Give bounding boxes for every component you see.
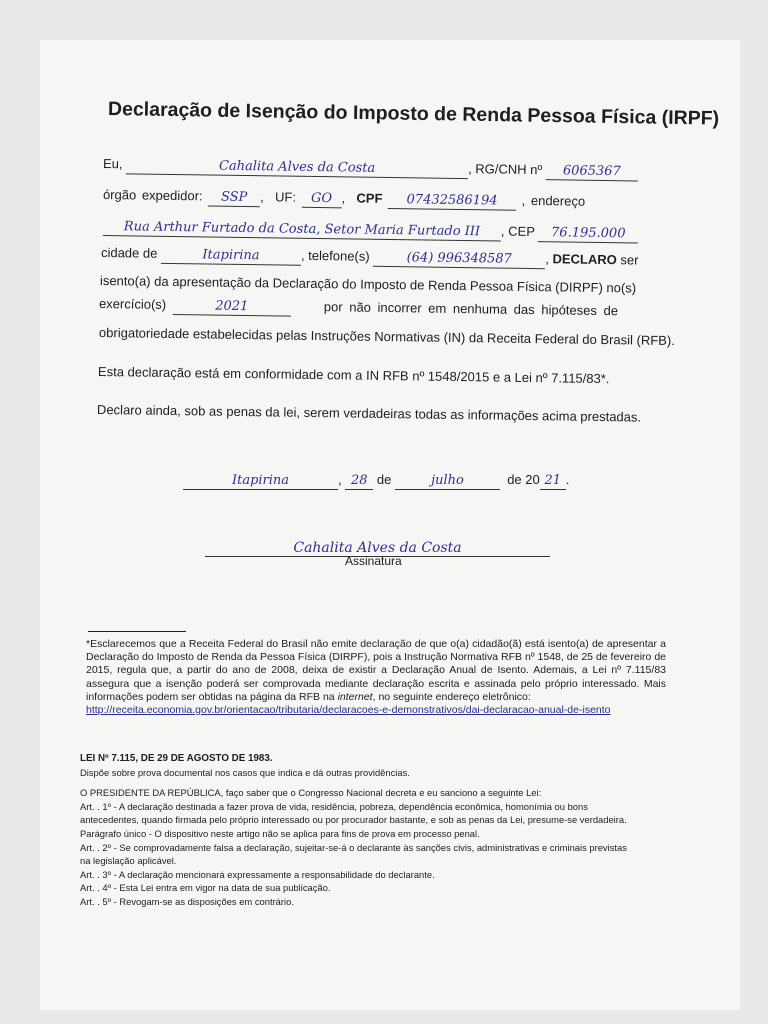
law-heading: LEI Nº 7.115, DE 29 DE AGOSTO DE 1983. bbox=[80, 753, 273, 764]
date-line: Itapirina , 28 de julho de 20 21 . bbox=[183, 472, 569, 490]
law-text bbox=[80, 752, 670, 909]
rg-field: 6065367 bbox=[546, 163, 638, 181]
law-line: Art. . 4º - Esta Lei entra em vigor na data de sua publicação. bbox=[80, 882, 331, 894]
date-month-field: julho bbox=[395, 473, 500, 490]
cep-field: 76.195.000 bbox=[538, 225, 638, 243]
endereco-label: , endereço bbox=[521, 192, 586, 209]
footnote-divider bbox=[88, 631, 186, 632]
isento-line: isento(a) da apresentação da Declaração do Imposto de Renda Pessoa Física (DIRPF) no(s) bbox=[99, 273, 637, 296]
footnote-text-1: *Esclarecemos que a Receita Federal do Brasil não emite declaração de que o(a) cidadão(ã) está isento(a) de apresentar a Declaração do Imposto de Renda da Pessoa Física (DIRPF), pois a Instrução Normativa RFB nº 1548, de 25 de fevereiro de 2015, regula que, a partir do ano de 2008, deixa de existir a Declaração Anual de Isento. Ademais, a Lei nº 7.115/83 assegura que a isenção poderá ser comprovada mediante declaração escrita e assinada pelo próprio interessado. Mais informações podem ser obtidas na página da RFB na bbox=[86, 638, 666, 703]
date-day-field: 28 bbox=[345, 473, 373, 490]
declaro-ainda-line: Declaro ainda, sob as penas da lei, serem verdadeiras todas as informações acima prestadas. bbox=[96, 402, 642, 425]
telefone-field: (64) 996348587 bbox=[373, 250, 545, 269]
cep-label: , CEP bbox=[500, 223, 535, 240]
date-end: . bbox=[565, 472, 570, 487]
cpf-field: 07432586194 bbox=[388, 192, 516, 211]
law-line: antecedentes, quando firmada pelo próprio interessado ou por procurador bastante, e sob as penas da Lei, presume-se verdadeira. bbox=[80, 814, 627, 826]
document-title: Declaração de Isenção do Imposto de Renda Pessoa Física (IRPF) bbox=[107, 98, 720, 130]
signature-label: Assinatura bbox=[345, 554, 402, 568]
obrigatoriedade-line: obrigatoriedade estabelecidas pelas Instruções Normativas (IN) da Receita Federal do Brasil (RFB). bbox=[98, 325, 675, 349]
declaro-label: DECLARO bbox=[552, 251, 617, 268]
date-year-field: 21 bbox=[540, 473, 566, 490]
exercicio-label: exercício(s) bbox=[98, 296, 167, 312]
law-line: Art. . 3º - A declaração mencionará expressamente a responsabilidade do declarante. bbox=[80, 868, 435, 880]
law-line: na legislação aplicável. bbox=[80, 855, 177, 867]
conformidade-line: Esta declaração está em conformidade com a IN RFB nº 1548/2015 e a Lei nº 7.115/83*. bbox=[97, 364, 610, 387]
exercicio-field: 2021 bbox=[173, 298, 291, 317]
law-line: Parágrafo único - O dispositivo neste artigo não se aplica para fins de prova em processo penal. bbox=[80, 827, 480, 839]
uf-field: GO bbox=[301, 191, 341, 209]
law-line: Art. . 2º - Se comprovadamente falsa a declaração, sujeitar-se-á o declarante às sanções civis, administrativas e criminais previstas bbox=[80, 841, 627, 853]
signature-field: Cahalita Alves da Costa bbox=[205, 540, 550, 557]
por-nao-text: por não incorrer em nenhuma das hipóteses de bbox=[323, 299, 619, 319]
date-year-prefix: de 20 bbox=[507, 472, 540, 487]
footnote bbox=[86, 638, 666, 717]
orgao-field: SSP bbox=[208, 189, 260, 207]
eu-label: Eu, bbox=[102, 156, 123, 172]
cpf-label: CPF bbox=[356, 190, 383, 206]
footnote-link[interactable]: http://receita.economia.gov.br/orientacao/tributaria/declaracoes-e-demonstrativos/dai-declaracao-anual-de-isento bbox=[86, 704, 611, 717]
uf-label: UF: bbox=[274, 189, 297, 205]
law-summary: Dispõe sobre prova documental nos casos que indica e dá outras providências. bbox=[80, 766, 410, 778]
cidade-label: cidade de bbox=[100, 245, 158, 261]
form-line-4: cidade de Itapirina , telefone(s) (64) 996348587 , DECLARO ser bbox=[100, 245, 639, 268]
footnote-internet: internet bbox=[337, 690, 373, 703]
endereco-field: Rua Arthur Furtado da Costa, Setor Maria Furtado III bbox=[103, 219, 501, 242]
telefone-label: , telefone(s) bbox=[300, 247, 370, 264]
law-line: O PRESIDENTE DA REPÚBLICA, faço saber que o Congresso Nacional decreta e eu sanciono a seguinte Lei: bbox=[80, 787, 542, 799]
name-field: Cahalita Alves da Costa bbox=[126, 157, 468, 179]
law-line: Art. . 1º - A declaração destinada a fazer prova de vida, residência, pobreza, dependência econômica, homonímia ou bons bbox=[80, 800, 588, 812]
date-city-field: Itapirina bbox=[183, 473, 338, 490]
date-de-label: de bbox=[376, 472, 392, 487]
law-line: Art. . 5º - Revogam-se as disposições em contrário. bbox=[80, 895, 294, 907]
form-line-2: órgão expedidor: SSP , UF: GO , CPF 07432586194 , endereço bbox=[103, 187, 585, 212]
orgao-label: órgão expedidor: bbox=[102, 187, 203, 204]
rg-label: , RG/CNH nº bbox=[468, 161, 543, 178]
footnote-text-2: , no seguinte endereço eletrônico: bbox=[372, 690, 531, 703]
ser-label: ser bbox=[620, 252, 639, 268]
cidade-field: Itapirina bbox=[161, 247, 301, 266]
